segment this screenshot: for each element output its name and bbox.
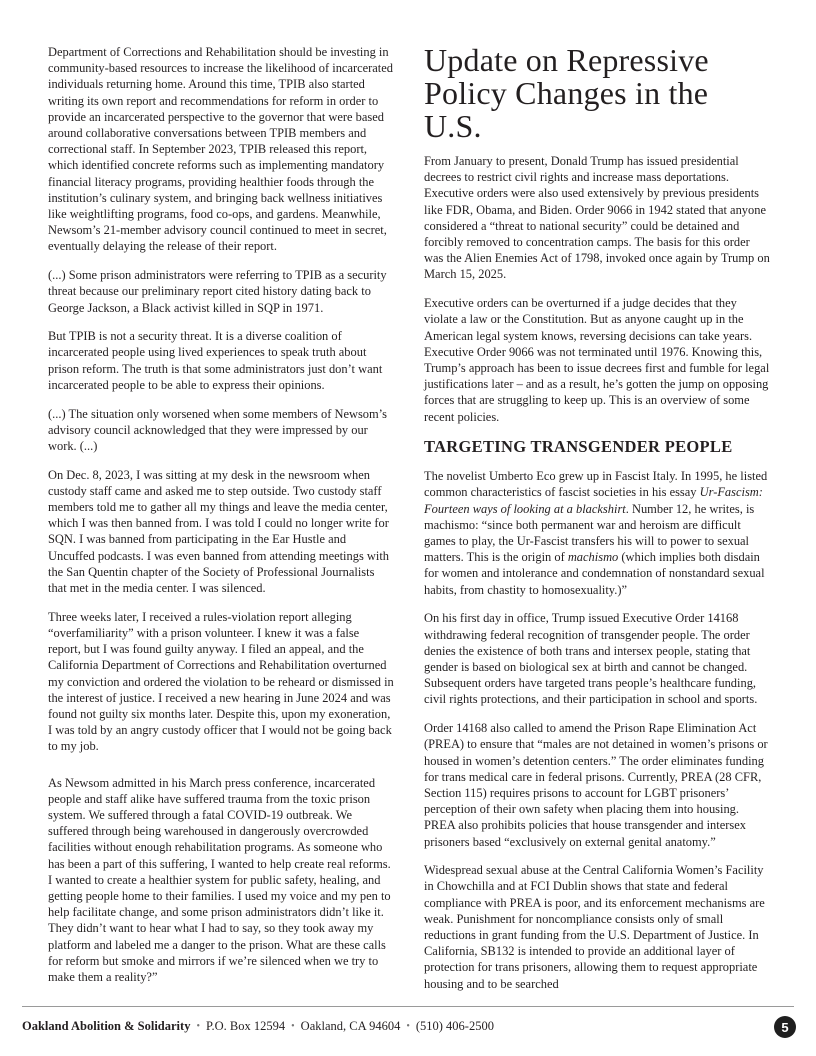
body-paragraph-eco (424, 468, 772, 598)
body-paragraph: From January to present, Donald Trump has issued presidential decrees to restrict civil rights and increase mass deportations. Executive orders were also used extensively by previous presidents like FDR, Obama, and Biden. Order 9066 in 1942 stated that anyone considered a “threat to national security” could be detained and forcibly removed to concentration camps. The basis for this order was the Alien Enemies Act of 1798, invoked once again by Trump on March 15, 2025. (424, 154, 770, 282)
italic-term: machismo (567, 550, 619, 565)
body-paragraph: Widespread sexual abuse at the Central California Women’s Facility in Chowchilla and at FCI Dublin shows that state and federal compliance with PREA is poor, and its enforcement mechanisms are weak. Punishment for noncompliance consists only of small reductions in grant funding from the U.S. Department of Justice. In California, SB132 is intended to provide an additional layer of protection for trans prisoners, allowing them to request appropriate housing and to be searched (424, 863, 765, 991)
text-run: (which implies both disdain for women and intolerance and condemnation of nonstandard sexual habits, from chastity to homosexuality.)” (424, 550, 765, 597)
page-number-badge: 5 (774, 1016, 796, 1038)
body-paragraph: On his first day in office, Trump issued Executive Order 14168 withdrawing federal recognition of transgender people. The order denies the existence of both trans and intersex people, stating that gender is based on biological sex at birth and cannot be changed. Subsequent orders have targeted trans people’s healthcare funding, civil rights protections, and their participation in school and sports. (424, 611, 758, 707)
bullet-separator: • (406, 1021, 410, 1032)
body-paragraph: Order 14168 also called to amend the Prison Rape Elimination Act (PREA) to ensure that “males are not detained in women’s prisons or housed in women’s detention centers.” The order eliminates funding for trans medical care in federal prisons. Currently, PREA (28 CFR, Section 115) requires prisons to account for LGBT prisoners’ perception of their own safety when placing them into housing. PREA also prohibits policies that house transgender and intersex prisoners based “exclusively on external genital anatomy.” (424, 721, 768, 849)
bullet-separator: • (196, 1021, 200, 1032)
footer-divider (22, 1006, 794, 1007)
body-paragraph: (...) Some prison administrators were referring to TPIB as a security threat because our preliminary report cited history dating back to George Jackson, a Black activist killed in SQP in 1971. (48, 268, 387, 315)
essay-title: Ur-Fascism: Fourteen ways of looking at a blackshirt (424, 485, 763, 516)
left-column (48, 44, 394, 998)
body-paragraph: On Dec. 8, 2023, I was sitting at my desk in the newsroom when custody staff came and asked me to step outside. Two custody staff members told me to gather all my things and leave the media center, which I was then banned from. I was told I could no longer write for SQN. I was banned from participating in the Ear Hustle and Uncuffed podcasts. I was even banned from attending meetings with the San Quentin chapter of the Society of Professional Journalists that met in the media center. I was silenced. (48, 467, 390, 596)
section-heading: TARGETING TRANSGENDER PEOPLE (424, 437, 733, 457)
page-footer (22, 1019, 494, 1034)
text-run: . Number 12, he writes, is machismo: “since both permanent war and heroism are difficult games to play, the Ur-Fascist transfers his will to power to sexual matters. This is the origin of (424, 501, 755, 565)
body-paragraph: Department of Corrections and Rehabilitation should be investing in community-based resources to increase the likelihood of incarcerated individuals returning home. Around this time, TPIB also started writing its own report and recommendations for reform in order to provide an incarcerated perspective to the governor that were based around collaborative conversations between TPIB members and correctional staff. In September 2023, TPIB released this report, which identified concrete reforms such as implementing mandatory financial literacy programs, providing healthier foods through the institution’s culinary system, and bringing back wellness initiatives like weightlifting programs, food co-ops, and gardens. Meanwhile, Newsom’s 21-member advisory council continued to meet in secret, eventually delaying the release of their report. (48, 45, 394, 254)
bullet-separator: • (291, 1021, 295, 1032)
body-paragraph: Three weeks later, I received a rules-violation report alleging “overfamiliarity” with a prison volunteer. I knew it was a false report, but I was found guilty anyway. I filed an appeal, and the California Department of Corrections and Rehabilitation overturned my conviction and ordered the violation to be reheard or dismissed in the interest of justice. I received a new hearing in June 2024 and was found not guilty six months later. Despite this, upon my exoneration, I was told by an angry custody officer that I would not be going back to my job. (48, 609, 394, 754)
body-paragraph: As Newsom admitted in his March press conference, incarcerated people and staff alike have suffered trauma from the toxic prison system. We suffered through a fatal COVID-19 outbreak. We suffered through being warehoused in dangerously overcrowded facilities without enough rehabilitation programs. As someone who has been a part of this suffering, I wanted to help create real reforms. I wanted to create a healthier system for public safety, healing, and getting people home to their families. I used my voice and my pen to help facilitate change, and some prison administrators didn’t like it. They didn’t want to hear what I had to say, so they took away my platform and labeled me a danger to the prison. What are these calls for reform but smoke and mirrors if we’re silenced when we try to make them a reality?” (48, 775, 391, 985)
body-paragraph: (...) The situation only worsened when some members of Newsom’s advisory council acknowledged that they were impressed by our work. (...) (48, 406, 387, 453)
footer-po-box: P.O. Box 12594 (205, 1019, 286, 1033)
article-title: Update on Repressive Policy Changes in the U.S. (424, 42, 709, 144)
footer-phone: (510) 406-2500 (415, 1019, 494, 1033)
footer-city: Oakland, CA 94604 (300, 1019, 401, 1033)
footer-org-name: Oakland Abolition & Solidarity (22, 1019, 191, 1033)
text-run: The novelist Umberto Eco grew up in Fascist Italy. In 1995, he listed common characteristics of fascist societies in his essay (424, 469, 768, 500)
right-column (424, 44, 772, 1004)
body-paragraph: But TPIB is not a security threat. It is a diverse coalition of incarcerated people using lived experiences to speak truth about prison reform. The truth is that some administrators just don’t want incarcerated people to be able to express their opinions. (48, 329, 383, 392)
body-paragraph: Executive orders can be overturned if a judge decides that they violate a law or the Constitution. But as anyone caught up in the American legal system knows, reversing decisions can take years. Executive Order 9066 was not terminated until 1976. Knowing this, Trump’s approach has been to issue decrees first and fumble for legal justifications later – and as a result, he’s gotten the jump on opposing forces that are struggling to keep up. This is an overview of some recent policies. (424, 296, 770, 424)
